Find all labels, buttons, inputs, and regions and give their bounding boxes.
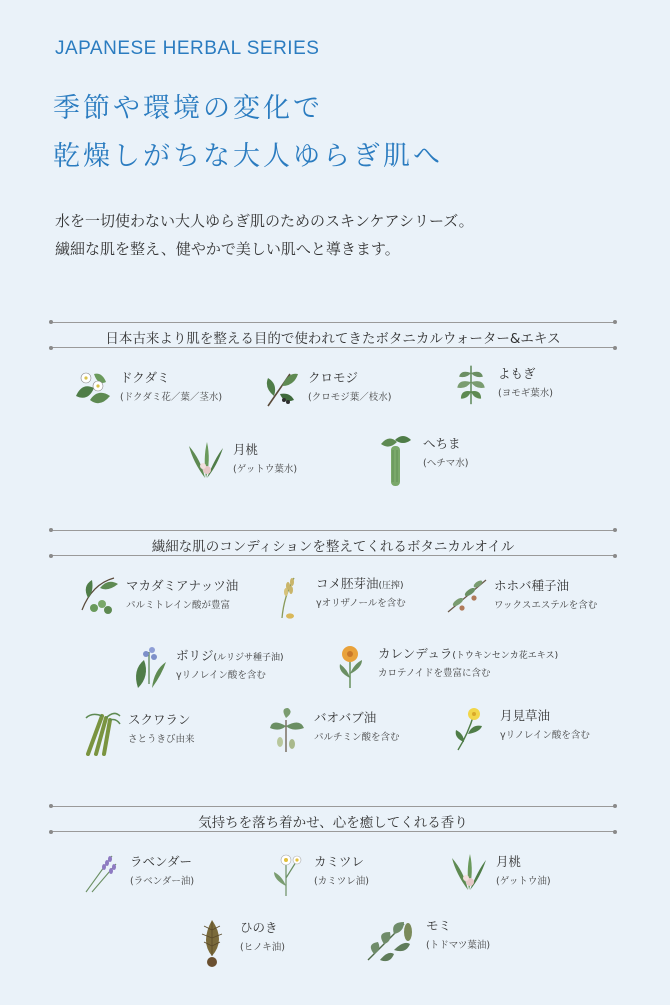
herb-fir	[364, 914, 490, 966]
herb-name: バオバブ油	[314, 710, 377, 725]
herb-sub: γリノレイン酸を含む	[500, 730, 590, 741]
getto-oil-icon	[448, 850, 490, 894]
herb-lavender	[82, 850, 194, 894]
herb-name: ホホバ種子油	[494, 578, 570, 593]
herb-jojoba	[446, 574, 597, 618]
herb-sugarcane	[80, 708, 195, 756]
herb-name: クロモジ	[308, 370, 359, 385]
herb-sub: カロテノイドを豊富に含む	[378, 668, 491, 679]
dokudami-icon	[72, 366, 114, 410]
herb-sub: (ラベンダー油)	[130, 876, 195, 887]
section-waters-header	[51, 322, 615, 348]
herb-rice	[268, 572, 406, 620]
herb-hinoki	[192, 916, 285, 968]
herb-sub: γリノレイン酸を含む	[176, 670, 266, 681]
calendula-icon	[330, 642, 372, 690]
series-title: JAPANESE HERBAL SERIES	[55, 38, 320, 59]
herb-name: ラベンダー	[130, 854, 193, 869]
herb-sub: パルミトレイン酸が豊富	[126, 600, 231, 611]
rice-icon	[268, 572, 310, 620]
herb-getto	[185, 438, 297, 482]
section-oils-title: 繊細な肌のコンディションを整えてくれるボタニカルオイル	[151, 539, 515, 555]
jojoba-icon	[446, 574, 488, 618]
herb-name: モミ	[426, 918, 452, 933]
herb-sub: (カミツレ油)	[314, 876, 369, 887]
headline	[53, 85, 443, 181]
herb-sub: (ヘチマ水)	[423, 458, 469, 469]
herb-chamomile	[266, 850, 369, 898]
fir-icon	[364, 914, 420, 966]
herb-getto-oil	[448, 850, 551, 894]
hechima-icon	[375, 432, 417, 488]
section-aroma-header	[51, 806, 615, 832]
hinoki-icon	[192, 916, 234, 968]
headline-line-1: 季節や環境の変化で	[53, 93, 323, 124]
herb-name: ドクダミ	[120, 370, 170, 385]
borage-icon	[128, 644, 170, 692]
herb-sub: γオリザノールを含む	[316, 598, 406, 609]
chamomile-icon	[266, 850, 308, 898]
headline-line-2: 乾燥しがちな大人ゆらぎ肌へ	[53, 141, 443, 172]
herb-sub: (ヒノキ油)	[240, 942, 285, 953]
section-waters-title: 日本古来より肌を整える目的で使われてきたボタニカルウォーター&エキス	[105, 331, 561, 347]
herb-calendula	[330, 642, 558, 690]
herb-sub: (ゲットウ油)	[496, 876, 551, 887]
macadamia-icon	[78, 574, 120, 618]
herb-name: スクワラン	[128, 712, 191, 727]
herb-sub: さとうきび由来	[128, 734, 195, 745]
herb-sub: ワックスエステルを含む	[494, 600, 598, 611]
herb-hechima	[375, 432, 468, 488]
lavender-icon	[82, 850, 124, 894]
kuromoji-icon	[260, 366, 302, 410]
herb-name: 月桃	[496, 854, 522, 869]
herb-name: 月見草油	[500, 708, 551, 723]
herb-name: カレンデュラ(トウキンセンカ花エキス)	[378, 646, 559, 661]
herb-dokudami	[72, 366, 222, 410]
herb-name: マカダミアナッツ油	[126, 578, 239, 593]
herb-yomogi	[450, 362, 553, 406]
yomogi-icon	[450, 362, 492, 406]
herb-name: へちま	[423, 436, 461, 451]
herb-primrose	[452, 704, 590, 752]
herb-name: 月桃	[233, 442, 259, 457]
herb-kuromoji	[260, 366, 391, 410]
herb-name: ひのき	[240, 920, 278, 935]
herb-name: ボリジ(ルリジサ種子油)	[176, 648, 284, 663]
herb-macadamia	[78, 574, 238, 618]
herb-sub: (ゲットウ葉水)	[233, 464, 298, 475]
herb-name: カミツレ	[314, 854, 365, 869]
herb-sub: (クロモジ葉／枝水)	[308, 392, 392, 403]
primrose-icon	[452, 704, 494, 752]
intro-line-2: 繊細な肌を整え、健やかで美しい肌へと導きます。	[55, 240, 400, 258]
baobab-icon	[266, 706, 308, 754]
section-aroma-title: 気持ちを落ち着かせ、心を癒してくれる香り	[198, 815, 468, 831]
herb-sub: (ヨモギ葉水)	[498, 388, 553, 399]
sugarcane-icon	[80, 708, 122, 756]
herb-name: コメ胚芽油(圧搾)	[316, 576, 404, 591]
section-oils-header	[51, 530, 615, 556]
herb-sub: パルチミン酸を含む	[314, 732, 400, 743]
herb-baobab	[266, 706, 400, 754]
herb-sub: (ドクダミ花／葉／茎水)	[120, 392, 223, 403]
getto-icon	[185, 438, 227, 482]
herb-name: よもぎ	[498, 366, 536, 381]
herb-borage	[128, 644, 284, 692]
intro-line-1: 水を一切使わない大人ゆらぎ肌のためのスキンケアシリーズ。	[55, 212, 474, 230]
intro-text	[55, 207, 474, 263]
herb-sub: (トドマツ葉油)	[426, 940, 491, 951]
